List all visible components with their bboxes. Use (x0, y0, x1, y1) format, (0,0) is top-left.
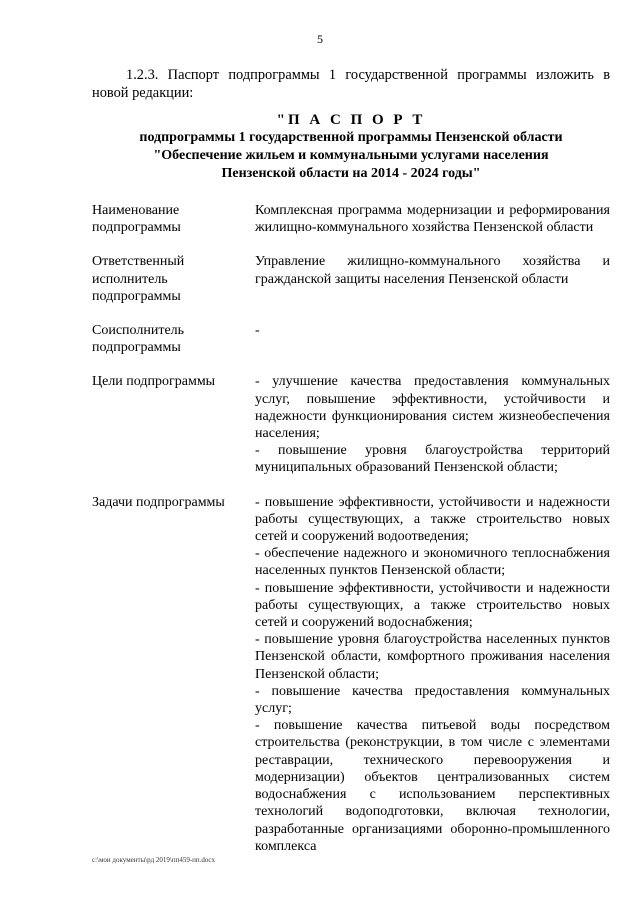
passport-row-executor (92, 253, 610, 305)
row-value-item: - повышение качества питьевой воды посредством строительства (реконструкции, в том числе с элементами реставрации, технического перевооружения и модернизации) объектов централизованных систем водоснабжения с использованием перспективных технологий водоподготовки, включая технологии, разработанные организациями оборонно-промышленного комплекса (255, 718, 610, 854)
file-path-footer: c:\мои документы\рд 2019\пп459-пп.docx (92, 856, 216, 864)
row-value (255, 253, 610, 305)
row-value-item: - повышение качества предоставления коммунальных услуг; (255, 683, 610, 717)
row-value-item: - (255, 323, 260, 339)
row-value-item: - повышение уровня благоустройства территорий муниципальных образований Пензенской области; (255, 443, 610, 476)
row-value-item: Комплексная программа модернизации и реформирования жилищно-коммунального хозяйства Пензенской области (255, 203, 610, 236)
row-value (255, 322, 610, 356)
row-value-item: - обеспечение надежного и экономичного теплоснабжения населенных пунктов Пензенской области; (255, 546, 610, 579)
heading-subprogram: подпрограммы 1 государственной программы Пензенской области (139, 130, 563, 145)
row-value-item: - повышение эффективности, устойчивости и надежности работы существующих, а также строительство новых сетей и сооружений водоотведения; (255, 494, 610, 545)
row-value (255, 373, 610, 476)
passport-row-goals (92, 373, 610, 476)
intro-paragraph: 1.2.3. Паспорт подпрограммы 1 государственной программы изложить в новой редакции: (92, 67, 610, 101)
passport-table (92, 202, 610, 855)
row-label: Цели подпрограммы (92, 374, 216, 390)
passport-heading (92, 111, 610, 183)
row-value-item: - улучшение качества предоставления коммунальных услуг, повышение эффективности, устойчивости и надежности функционирования систем жизнеобеспечения населения; (255, 374, 610, 442)
row-label: Соисполнитель подпрограммы (92, 323, 185, 356)
row-label: Наименование подпрограммы (92, 203, 181, 236)
heading-program-period: Пензенской области на 2014 - 2024 годы" (221, 166, 481, 181)
row-value-item: - повышение уровня благоустройства населенных пунктов Пензенской области, комфортного проживания населения Пензенской области; (255, 632, 610, 682)
row-value-item: - повышение эффективности, устойчивости и надежности работы существующих, а также строительство новых сетей и сооружений водоснабжения; (255, 580, 610, 631)
row-value (255, 494, 610, 855)
heading-title: "П А С П О Р Т (276, 112, 426, 128)
row-value-item: Управление жилищно-коммунального хозяйства и гражданской защиты населения Пензенской области (255, 254, 610, 287)
passport-row-tasks (92, 494, 610, 855)
passport-row-coexecutor (92, 322, 610, 356)
row-label: Задачи подпрограммы (92, 494, 225, 510)
row-label: Ответственный исполнитель подпрограммы (92, 254, 185, 304)
page-number: 5 (317, 32, 323, 46)
row-value (255, 202, 610, 236)
passport-row-name (92, 202, 610, 236)
heading-program-name: "Обеспечение жильем и коммунальными услугами населения (153, 148, 549, 163)
